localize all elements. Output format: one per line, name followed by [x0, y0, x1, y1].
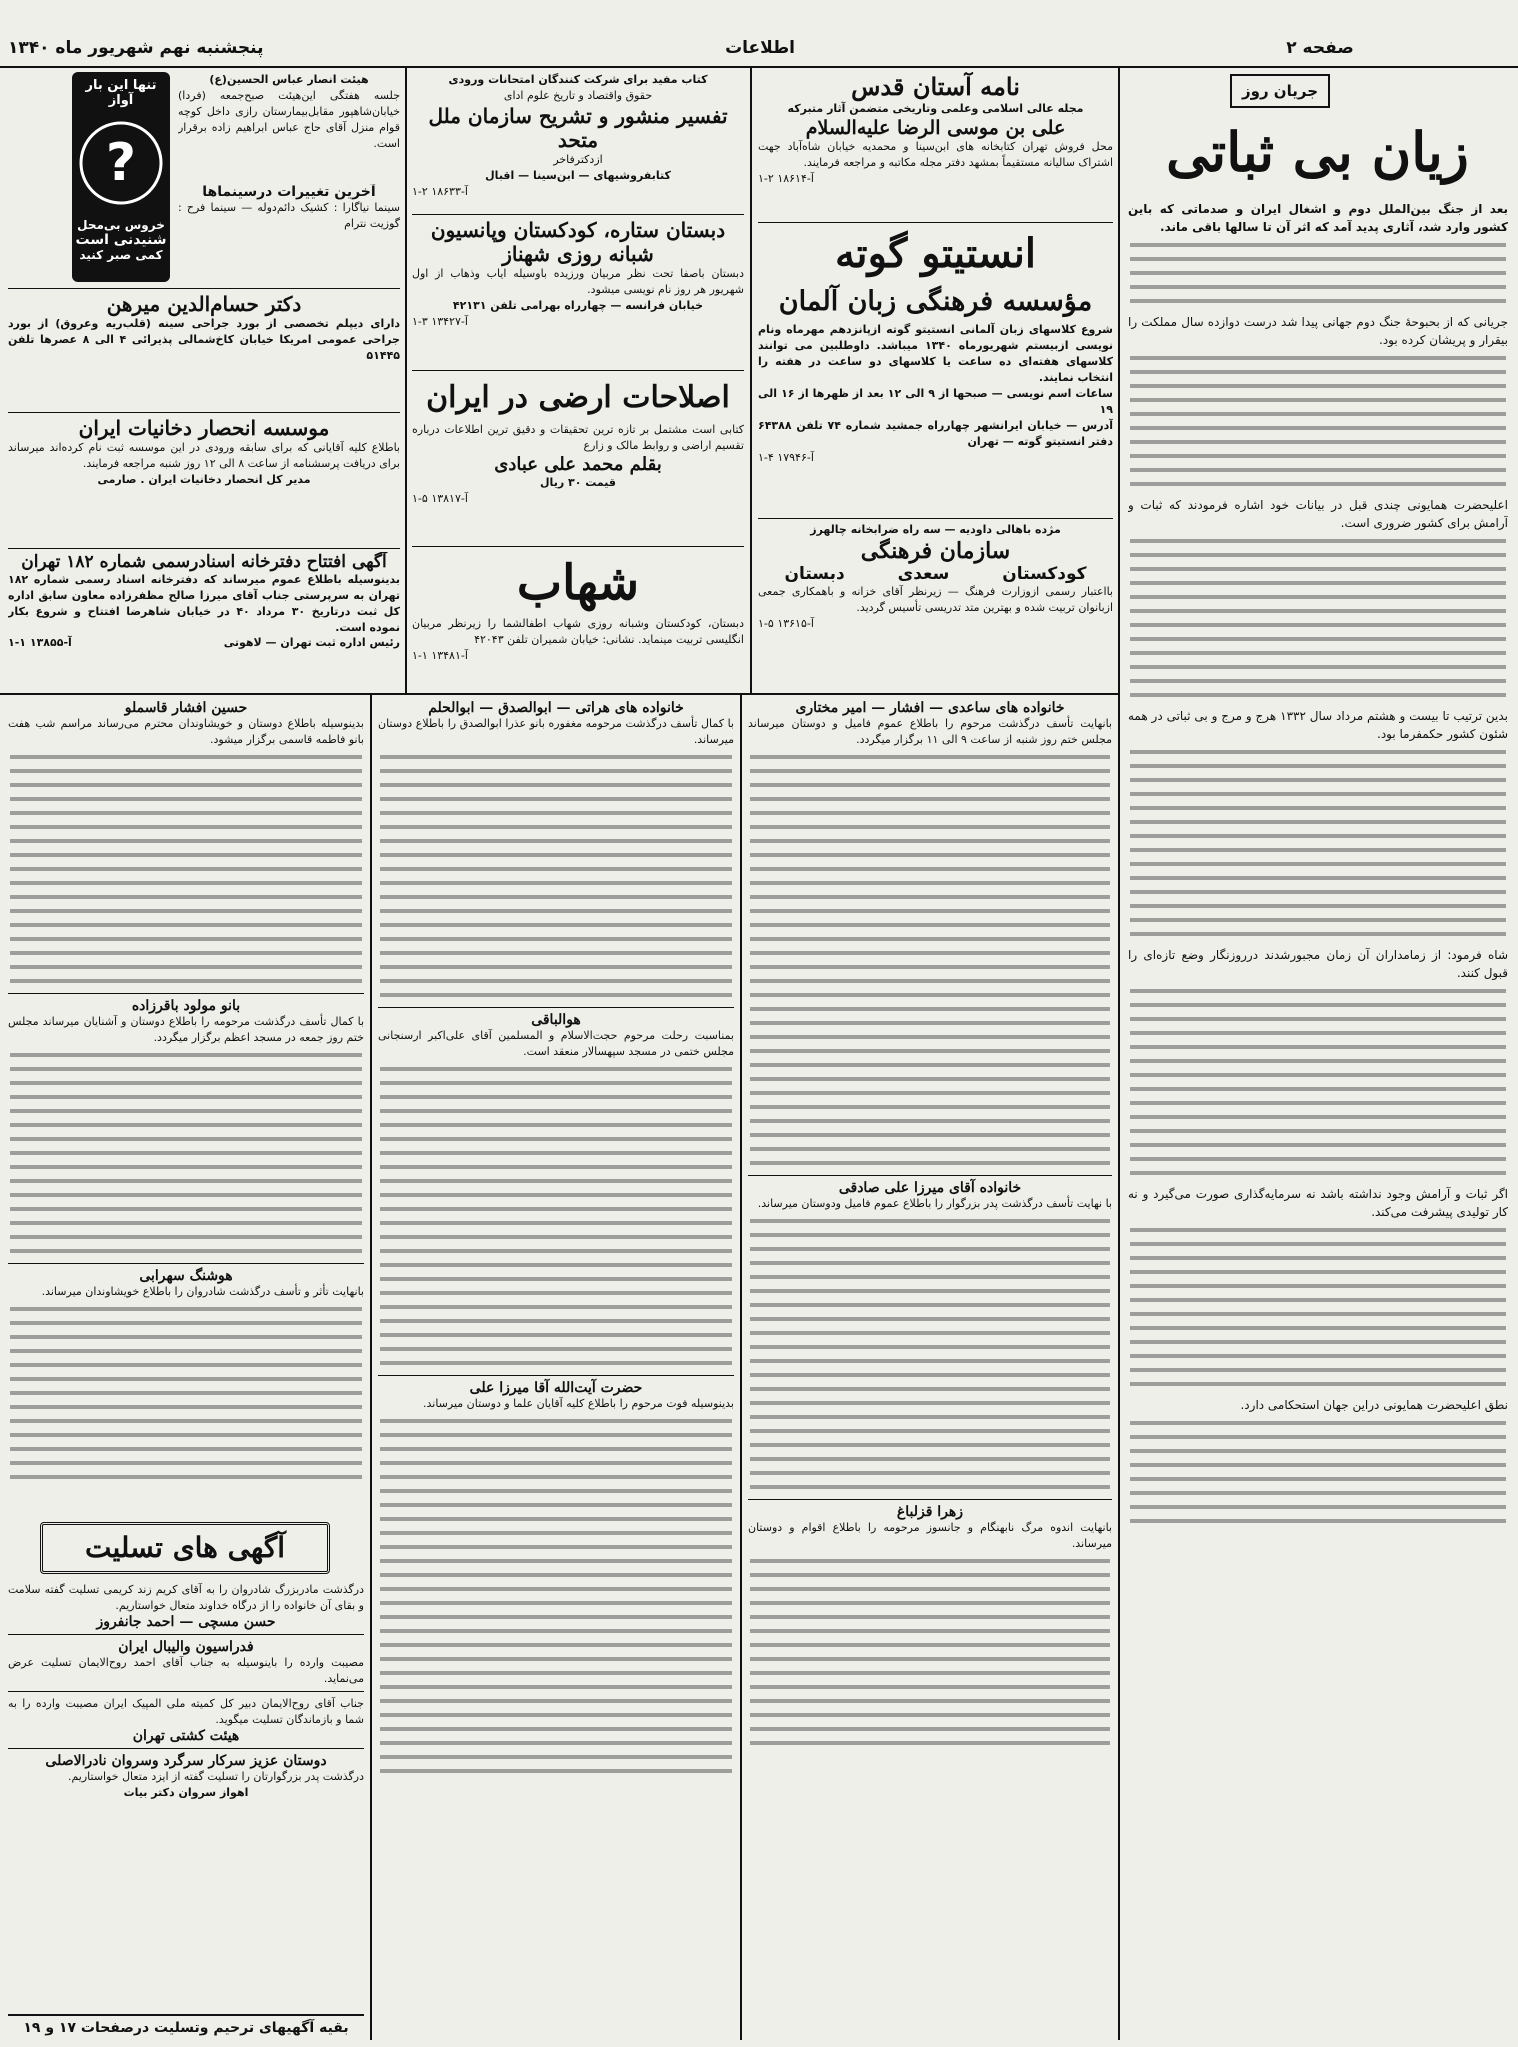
quds-name: علی بن موسی الرضا علیه‌السلام [805, 116, 1066, 139]
school-address: خیابان فرانسه — چهارراه بهرامی تلفن ۴۲۱۳۱ [452, 298, 704, 312]
issue-date: پنجشنبه نهم شهریور ماه ۱۳۴۰ [8, 38, 264, 58]
svg-text:?: ? [105, 133, 137, 193]
notice-m2-body: بمناسبت رحلت مرحوم حجت‌الاسلام و المسلمین آقای علی‌اکبر ارسنجانی مجلس ختمی در مسجد سپهسالار منعقد است. [378, 1028, 734, 1058]
org-school-1: کودکستان [1002, 563, 1087, 584]
lower-right-column [748, 700, 1112, 2030]
school-title: دبستان ستاره، کودکستان وپانسیون شبانه روزی شهناز [430, 218, 726, 266]
goethe-title: انستیتو گوته [834, 230, 1036, 277]
land-reform-ref: آ-۱۳۸۱۷ ۵-۱ [412, 491, 468, 505]
notice-bl1-title: حسن مسچی — احمد جانفروز [96, 1613, 276, 1630]
book-shops: کتابفروشیهای — ابن‌سینا — اقبال [485, 168, 671, 182]
quds-subtitle: مجله عالی اسلامی وعلمی وتاریخی متضمن آثار متبرکه [787, 102, 1084, 115]
section-label-box [1230, 74, 1330, 108]
editorial-title: زیان بی ثباتی [1166, 120, 1469, 184]
lower-left-column-top [8, 700, 364, 1520]
doctor-body: دارای دیپلم تخصصی از بورد جراحی سینه (قلب‌ریه وعروق) از بورد جراحی عمومی امریکا خیابان کاخ‌شمالی پذیرائی ۴ الی ۸ عصرها تلفن ۵۱۴۴۵ [8, 317, 400, 362]
editorial-para-5: اگر ثبات و آرامش وجود نداشته باشد نه سرمایه‌گذاری صورت می‌گیرد و نه کار تولیدی پیشرفت می‌کند. [1128, 1187, 1508, 1219]
org-school-2: سعدی [897, 563, 950, 584]
notice-m1-title: خانواده های هراتی — ابوالصدق — ابوالحلم [428, 700, 684, 716]
quds-title: نامه آستان قدس [851, 72, 1020, 101]
notice-bl1-body: درگذشت مادربزرگ شادروان را به آقای کریم زند کریمی تسلیت گفته سلامت و بقای آن خانواده را از درگاه خداوند متعال خواستاریم. [8, 1583, 364, 1612]
section-label: جریان روز [1241, 82, 1319, 100]
notice-bl4-title: دوستان عزیز سرکار سرگرد وسروان نادرالاصلی [45, 1752, 327, 1769]
notary-title: آگهی افتتاح دفترخانه اسنادرسمی شماره ۱۸۲ تهران [21, 552, 387, 572]
book-fields: حقوق واقتصاد و تاریخ علوم ادای [503, 88, 653, 102]
editorial-intro: بعد از جنگ بین‌الملل دوم و اشغال ایران و صدماتی که باین کشور وارد شد، آثاری پدید آمد که اثر آن تا سالها باقی ماند. [1128, 202, 1508, 234]
editorial-para-6: نطق اعلیحضرت همایونی دراین جهان استحکامی دارد. [1240, 1398, 1508, 1412]
notice-m1-body: با کمال تأسف درگذشت مرحومه مغفوره بانو عذرا ابوالصدق را باطلاع دوستان میرساند. [378, 717, 734, 746]
editorial-body [1128, 200, 1508, 2030]
shahab-ref: آ-۱۳۴۸۱ ۱-۱ [412, 648, 468, 662]
notice-l2-body: با کمال تأسف درگذشت مرحومه را باطلاع دوستان و آشنایان میرساند مجلس ختم روز جمعه در مسجد اعظم برگزار میگردد. [8, 1014, 364, 1044]
org-intro: مژده باهالی داودیه — سه راه ضرابخانه چالهرز [810, 523, 1061, 536]
notice-m3-body: بدینوسیله فوت مرحوم را باطلاع کلیه آقایان علما و دوستان میرساند. [423, 1396, 734, 1410]
shahab-body: دبستان، کودکستان وشبانه روزی شهاب اطفالشما را زیرنظر مربیان انگلیسی تربیت مینماید. نشانی: خیابان شمیران تلفن ۴۲۰۴۳ [412, 617, 744, 646]
notice-l3-title: هوشنگ سهرابی [139, 1267, 233, 1284]
notary-body: بدینوسیله باطلاع عموم میرساند که دفترخانه اسناد رسمی شماره ۱۸۲ تهران به سرپرستی جناب آقای میرزا صالح مظفرزاده معاون سابق اداره کل ثبت درتاریخ ۳۰ مرداد ۴۰ در خیابان شاهرضا افتتاح و شروع بکار نموده است. [8, 573, 400, 634]
notice-l1-body: بدینوسیله باطلاع دوستان و خویشاوندان محترم می‌رساند مراسم شب هفت بانو فاطمه قاسمی برگزار میشود. [8, 717, 364, 746]
tobacco-body: باطلاع کلیه آقایانی که برای سابقه ورودی در این موسسه ثبت نام کرده‌اند میرساند برای دریافت پرسشنامه از ساعت ۸ الی ۱۲ روز شنبه مراجعه فرمایند. [8, 441, 400, 470]
org-school-3: دبستان [784, 563, 845, 584]
notary-sign: رئیس اداره ثبت تهران — لاهوتی [223, 635, 400, 649]
editorial-para-2: اعلیحضرت همایونی چندی قبل در بیانات خود اشاره فرمودند که ثبات و آرامش برای کشور ضروری است. [1128, 498, 1508, 530]
org-ref: آ-۱۳۶۱۵ ۵-۱ [758, 616, 814, 630]
org-body: بااعتبار رسمی ازوزارت فرهنگ — زیرنظر آقای خزانه و باهمکاری جمعی ازبانوان تربیت شده و بهترین متد تدریسی تأسیس گردید. [758, 584, 1113, 614]
page-number: صفحه ۲ [1286, 38, 1354, 58]
notice-m2-title: هوالباقی [531, 1011, 581, 1028]
notary-office-notice [8, 552, 400, 690]
rooster-ad [72, 72, 170, 282]
book-author: ازدکترفاخر [553, 152, 603, 166]
tobacco-notice [8, 416, 400, 546]
org-title: سازمان فرهنگی [860, 537, 1011, 564]
notice-r3-title: زهرا قزلباغ [896, 1503, 964, 1520]
tobacco-title: موسسه انحصار دخانیات ایران [78, 416, 330, 440]
cultural-org-ad [758, 522, 1113, 690]
cinema-changes [178, 184, 400, 284]
notice-bl3-title: هیئت کشتی تهران [132, 1727, 240, 1744]
cinema-changes-body: سینما نیاگارا : کشیک دائم‌دوله — سینما فرح : گوزیت نترام [178, 201, 400, 230]
quds-body: محل فروش تهران کتابخانه های ابن‌سینا و محمدیه خیابان شاه‌آباد جهت اشتراک سالیانه مستقیماً بمشهد دفتر مجله مکاتبه و مراجعه فرمایند. [758, 139, 1113, 169]
doctor-name: دکتر حسام‌الدین میرهن [106, 292, 302, 316]
rooster-ad-line2: کمی صبر کنید [79, 248, 163, 262]
notice-bl4-sign: اهواز سروان دکتر بیات [123, 1785, 249, 1799]
goethe-ref: آ-۱۷۹۴۶ ۴-۱ [758, 450, 814, 464]
land-reform-price: قیمت ۳۰ ریال [540, 475, 616, 489]
notice-r2-body: با نهایت تأسف درگذشت پدر بزرگوار را باطلاع عموم فامیل ودوستان میرساند. [757, 1196, 1112, 1210]
condolence-heading: آگهی های تسلیت [84, 1531, 286, 1564]
school-ad [412, 218, 744, 368]
lower-middle-column [378, 700, 734, 2030]
notice-r1-title: خانواده های ساعدی — افشار — امیر مختاری [795, 700, 1065, 716]
notice-bl2-body: مصیبت وارده را باینوسیله به جناب آقای احمد روح‌الایمان تسلیت عرض می‌نماید. [8, 1655, 364, 1685]
notice-bl4-body: درگذشت پدر بزرگوارتان را تسلیت گفته از ایزد متعال خواستاریم. [67, 1769, 364, 1783]
col-rule-1 [1118, 68, 1120, 2040]
rooster-ad-line1: شنیدنی است [75, 232, 167, 248]
quds-ad [758, 72, 1113, 222]
lower-left-column-bottom [8, 1582, 364, 2012]
shahab-title: شهاب [516, 555, 640, 611]
notice-bl3-body: جناب آقای روح‌الایمان دبیر کل کمیته ملی المپیک ایران مصیبت وارده را به شما و بازماندگان تسلیت میگوید. [8, 1696, 364, 1726]
editorial-para-1: جریانی که از بحبوحهٔ جنگ دوم جهانی پیدا شد درست دوازده سال مملکت را بیقرار و پریشان کرده بود. [1128, 315, 1508, 347]
lower-section-rule [0, 693, 1118, 695]
col-rule-3 [405, 68, 407, 693]
notice-r2-title: خانواده آقای میرزا علی صادقی [838, 1179, 1022, 1196]
doctor-ad [8, 292, 400, 410]
school-body: دبستان باصفا تحت نظر مربیان ورزیده باوسیله ایاب وذهاب از اول شهریور هر روز نام نویسی میشود. [412, 267, 744, 296]
rooster-ad-top: تنها این بار آواز [85, 78, 157, 108]
goethe-address: آدرس — خیابان ایرانشهر چهارراه جمشید شماره ۷۴ تلفن ۶۴۳۸۸ دفتر انستیتو گوته — تهران [758, 418, 1113, 448]
book-title: کتاب مفید برای شرکت کنندگان امتحانات ورودی [448, 73, 708, 86]
continued-note-box [8, 2014, 364, 2040]
notary-ref: آ-۱۳۸۵۵ ۱-۱ [8, 635, 72, 649]
goethe-hours: ساعات اسم نویسی — صبحها از ۹ الی ۱۲ بعد از ظهرها از ۱۶ الی ۱۹ [758, 386, 1113, 416]
book-name: تفسیر منشور و تشریح سازمان ملل متحد [428, 103, 728, 152]
book-ad [412, 72, 744, 212]
editorial-para-4: شاه فرمود: از زمامداران آن زمان مجبورشدند درروزنگار وضع تازه‌ای را قبول کنند. [1128, 948, 1508, 980]
notice-bl2-title: فدراسیون والیبال ایران [118, 1638, 254, 1655]
goethe-subtitle: مؤسسه فرهنگی زبان آلمان [778, 286, 1093, 317]
continued-note: بقیه آگهیهای ترحیم وتسلیت درصفحات ۱۷ و ۱۹ [23, 2020, 349, 2036]
land-reform-title: اصلاحات ارضی در ایران [426, 380, 730, 415]
goethe-body: شروع کلاسهای زبان آلمانی انستیتو گوته ازپانزدهم مهرماه ونام نویسی ازبیستم شهریورماه ۱۳۴۰ میباشد. داوطلبین می توانند کلاسهای هفته‌ای ده ساعت یا کلاسهای دو ساعت در هفته را انتخاب نمایند. [758, 323, 1113, 384]
gathering-body: جلسه هفتگی این‌هیئت صبح‌جمعه (فردا) خیابان‌شاهپور مقابل‌بیمارستان رازی داخل کوچه قوام منزل آقای حاج عباس ابراهیم زاده برقرار است. [178, 88, 400, 150]
notice-m3-title: حضرت آیت‌الله آقا میرزا علی [469, 1379, 643, 1396]
notice-r1-body: بانهایت تأسف درگذشت مرحوم را باطلاع عموم فامیل و دوستان میرساند مجلس ختم روز شنبه از ساعت ۹ الی ۱۱ برگزار میگردد. [748, 717, 1112, 746]
tobacco-sign: مدیر کل انحصار دخانیات ایران . صارمی [97, 472, 311, 486]
land-reform-author: بقلم محمد علی عبادی [494, 453, 662, 475]
cinema-changes-title: آخرین تغییرات درسینماها [202, 184, 376, 200]
goethe-ad [758, 226, 1113, 516]
notice-l2-title: بانو مولود باقرزاده [131, 997, 241, 1014]
school-ref: آ-۱۳۴۲۷ ۳-۱ [412, 314, 468, 328]
header-rule [0, 66, 1518, 68]
lower-col-rule-1 [740, 695, 742, 2040]
rooster-icon [72, 108, 170, 218]
lower-col-rule-2 [370, 695, 372, 2040]
condolence-heading-box [40, 1522, 330, 1574]
book-ref: آ-۱۸۶۳۳ ۲-۱ [412, 184, 468, 198]
religious-gathering-notice [178, 72, 400, 182]
org-schools [758, 564, 1113, 584]
land-reform-ad [412, 374, 744, 544]
gathering-title: هیئت انصار عباس الحسین(ع) [209, 73, 369, 86]
newspaper-name: اطلاعات [725, 38, 795, 58]
quds-ref: آ-۱۸۶۱۴ ۲-۱ [758, 171, 814, 185]
col-rule-2 [750, 68, 752, 693]
editorial-para-3: بدین ترتیب تا بیست و هشتم مرداد سال ۱۳۳۲ هرج و مرج و بی ثباتی در همه شئون کشور حکمفرما بود. [1128, 709, 1508, 741]
land-reform-body: کتابی است مشتمل بر تازه ترین تحقیقات و دقیق ترین اطلاعات درباره تقسیم اراضی و روابط مالک و زارع [412, 423, 744, 452]
notice-l1-title: حسین افشار قاسملو [124, 700, 248, 716]
shahab-ad [412, 550, 744, 690]
notice-l3-body: بانهایت تأثر و تأسف درگذشت شادروان را باطلاع خویشاوندان میرساند. [41, 1284, 364, 1298]
rooster-ad-word: خروس بی‌محل [77, 218, 165, 232]
notice-r3-body: بانهایت اندوه مرگ نابهنگام و جانسوز مرحومه را باطلاع اقوام و دوستان میرساند. [748, 1520, 1112, 1550]
